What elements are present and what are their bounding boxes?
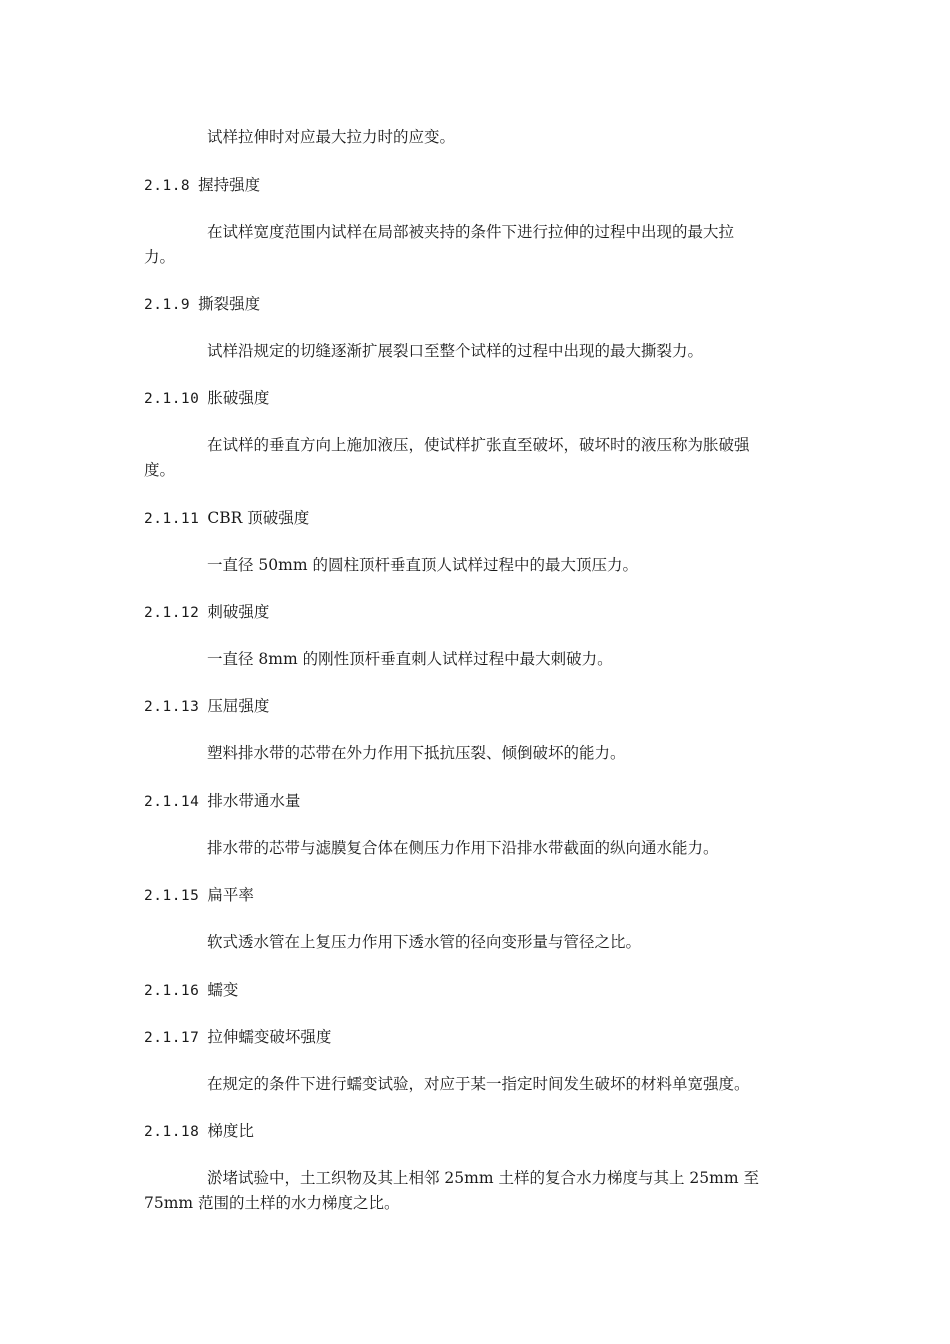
section-heading: [144, 696, 269, 717]
section-number: 2.1.16: [144, 983, 200, 999]
paragraph-line: 度。: [144, 461, 176, 479]
section-number: 2.1.17: [144, 1030, 200, 1046]
paragraph-line: 75mm 范围的土样的水力梯度之比。: [144, 1194, 400, 1212]
paragraph-line: 淤堵试验中，土工织物及其上相邻 25mm 土样的复合水力梯度与其上 25mm 至: [207, 1169, 759, 1187]
section-number: 2.1.14: [144, 794, 200, 810]
section-number: 2.1.13: [144, 699, 200, 715]
section-title: 梯度比: [207, 1122, 254, 1140]
paragraph-line: 在规定的条件下进行蠕变试验，对应于某一指定时间发生破坏的材料单宽强度。: [207, 1075, 750, 1093]
paragraph-line: 软式透水管在上复压力作用下透水管的径向变形量与管径之比。: [207, 933, 642, 951]
section-heading: [144, 885, 254, 906]
section-heading: [144, 508, 309, 529]
section-number: 2.1.15: [144, 888, 200, 904]
paragraph-line: 在试样的垂直方向上施加液压，使试样扩张直至破坏，破坏时的液压称为胀破强: [207, 436, 750, 454]
section-number: 2.1.12: [144, 605, 200, 621]
section-title: 撕裂强度: [198, 295, 261, 313]
paragraph-line: 试样拉伸时对应最大拉力时的应变。: [207, 128, 456, 146]
paragraph-line: 一直径 8mm 的刚性顶杆垂直刺人试样过程中最大刺破力。: [207, 650, 613, 668]
section-title: 排水带通水量: [207, 792, 301, 810]
section-heading: [144, 602, 269, 623]
section-heading: [144, 1121, 254, 1142]
section-heading: [144, 388, 269, 409]
section-title: 刺破强度: [207, 603, 270, 621]
section-heading: [144, 791, 300, 812]
section-title: 拉伸蠕变破坏强度: [207, 1028, 332, 1046]
section-title: 压屈强度: [207, 697, 270, 715]
section-heading: [144, 980, 238, 1001]
section-title: 胀破强度: [207, 389, 270, 407]
paragraph-line: 在试样宽度范围内试样在局部被夹持的条件下进行拉伸的过程中出现的最大拉: [207, 223, 735, 241]
section-number: 2.1.9: [144, 297, 191, 313]
section-number: 2.1.18: [144, 1124, 200, 1140]
section-heading: [144, 294, 260, 315]
section-heading: [144, 1027, 331, 1048]
section-number: 2.1.10: [144, 391, 200, 407]
paragraph-line: 塑料排水带的芯带在外力作用下抵抗压裂、倾倒破坏的能力。: [207, 744, 626, 762]
section-number: 2.1.8: [144, 178, 191, 194]
section-title: 扁平率: [207, 886, 254, 904]
paragraph-line: 试样沿规定的切缝逐渐扩展裂口至整个试样的过程中出现的最大撕裂力。: [207, 342, 704, 360]
section-title: 蠕变: [207, 981, 239, 999]
section-title: 握持强度: [198, 176, 261, 194]
section-title: CBR 顶破强度: [207, 509, 310, 527]
paragraph-line: 力。: [144, 248, 176, 266]
section-heading: [144, 175, 260, 196]
section-number: 2.1.11: [144, 511, 200, 527]
paragraph-line: 排水带的芯带与滤膜复合体在侧压力作用下沿排水带截面的纵向通水能力。: [207, 839, 719, 857]
paragraph-line: 一直径 50mm 的圆柱顶杆垂直顶人试样过程中的最大顶压力。: [207, 556, 638, 574]
